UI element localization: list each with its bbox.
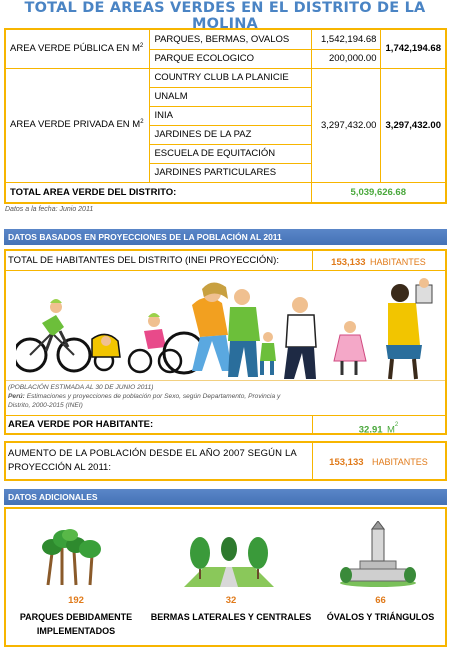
per-capita-sup: 2 <box>394 422 399 428</box>
family-illustration <box>16 275 436 383</box>
adicional-bermas <box>146 595 316 624</box>
cyclist-icon <box>16 299 90 371</box>
per-capita-label: AREA VERDE POR HABITANTE: <box>8 419 154 430</box>
publica-sup: 2 <box>139 43 144 50</box>
habitantes-value: 153,133 <box>331 257 366 268</box>
aumento-box <box>4 441 447 481</box>
aumento-value: 153,133 <box>329 457 364 468</box>
source-line-2: Estimaciones y proyecciones de población por Sexo, según Departamento, Provincia y <box>24 393 281 400</box>
privada-label-cell <box>5 68 150 182</box>
section-band-proyecciones: DATOS BASADOS EN PROYECCIONES DE LA POBLACIÓN AL 2011 <box>4 229 447 245</box>
divider <box>6 270 445 271</box>
habitantes-value-cell <box>312 253 445 269</box>
privada-item-2: INIA <box>150 106 311 125</box>
ovalos-label: ÓVALOS Y TRIÁNGULOS <box>326 612 435 622</box>
adicional-ovalos <box>316 595 445 624</box>
aumento-label <box>8 447 308 475</box>
per-capita-unit: M <box>386 424 395 436</box>
parques-label-2: IMPLEMENTADOS <box>36 626 116 636</box>
habitantes-unit: HABITANTES <box>369 257 426 267</box>
date-note: Datos a la fecha: Junio 2011 <box>5 206 94 213</box>
divider <box>6 415 445 416</box>
woman-bicycle-icon <box>164 282 232 373</box>
privada-label: AREA VERDE PRIVADA EN M <box>10 119 141 131</box>
privada-item-5: JARDINES PARTICULARES <box>150 163 311 182</box>
privada-item-4: ESCUELA DE EQUITACIÓN <box>150 144 311 163</box>
bermas-count: 32 <box>225 595 237 606</box>
kid-bicycle-icon <box>129 313 181 372</box>
bermas-icon <box>184 533 274 587</box>
parques-label-1: PARQUES DEBIDAMENTE <box>19 612 133 622</box>
section-band-adicionales: DATOS ADICIONALES <box>4 489 447 505</box>
bermas-label: BERMAS LATERALES Y CENTRALES <box>150 612 312 622</box>
total-value: 5,039,626.68 <box>311 182 446 203</box>
per-capita-value-cell <box>312 417 445 436</box>
source-note <box>8 383 444 410</box>
privada-total: 3,297,432.00 <box>381 68 446 182</box>
trailer-icon <box>92 334 120 370</box>
parques-count: 192 <box>68 595 84 606</box>
girl-icon <box>334 321 366 375</box>
publica-label: AREA VERDE PÚBLICA EN M <box>10 43 140 55</box>
trees-icon <box>40 527 104 587</box>
privada-item-0: COUNTRY CLUB LA PLANICIE <box>150 68 311 87</box>
habitantes-label: TOTAL DE HABITANTES DEL DISTRITO (INEI PROYECCIÓN): <box>8 255 279 266</box>
publica-item-0-name: PARQUES, BERMAS, OVALOS <box>150 29 311 49</box>
source-line-3: Distrito, 2000-2015 (INEI) <box>8 402 83 409</box>
publica-total: 1,742,194.68 <box>381 29 446 68</box>
source-line-1: (POBLACIÓN ESTIMADA AL 30 DE JUNIO 2011) <box>8 384 154 391</box>
source-peru: Perú: <box>8 393 25 400</box>
aumento-unit: HABITANTES <box>371 457 428 467</box>
privada-item-3: JARDINES DE LA PAZ <box>150 125 311 144</box>
aumento-line-2: PROYECCIÓN AL 2011: <box>8 462 111 473</box>
adicional-parques <box>6 595 146 638</box>
aumento-value-cell <box>312 453 445 469</box>
monument-icon <box>338 521 418 587</box>
per-capita-value: 32.91 <box>358 424 383 436</box>
walking-man-icon <box>284 297 316 379</box>
ovalos-count: 66 <box>375 595 386 606</box>
divider <box>6 380 445 381</box>
publica-item-1-name: PARQUE ECOLOGICO <box>150 49 311 68</box>
aumento-line-1: AUMENTO DE LA POBLACIÓN DESDE EL AÑO 2007 SEGÚN LA <box>8 448 297 459</box>
publica-item-1-value: 200,000.00 <box>311 49 381 68</box>
areas-verdes-table <box>4 28 447 204</box>
adicionales-box <box>4 507 447 647</box>
toddler-icon <box>260 332 276 375</box>
publica-label-cell <box>5 29 150 68</box>
woman-with-baby-icon <box>386 278 432 379</box>
publica-item-0-value: 1,542,194.68 <box>311 29 381 49</box>
page-title: TOTAL DE AREAS VERDES EN EL DISTRITO DE LA MOLINA <box>24 0 426 32</box>
privada-value: 3,297,432.00 <box>311 68 381 182</box>
poblacion-box <box>4 249 447 435</box>
privada-item-1: UNALM <box>150 87 311 106</box>
man-icon <box>228 289 260 377</box>
privada-sup: 2 <box>140 119 144 126</box>
total-label: TOTAL AREA VERDE DEL DISTRITO: <box>5 182 311 203</box>
